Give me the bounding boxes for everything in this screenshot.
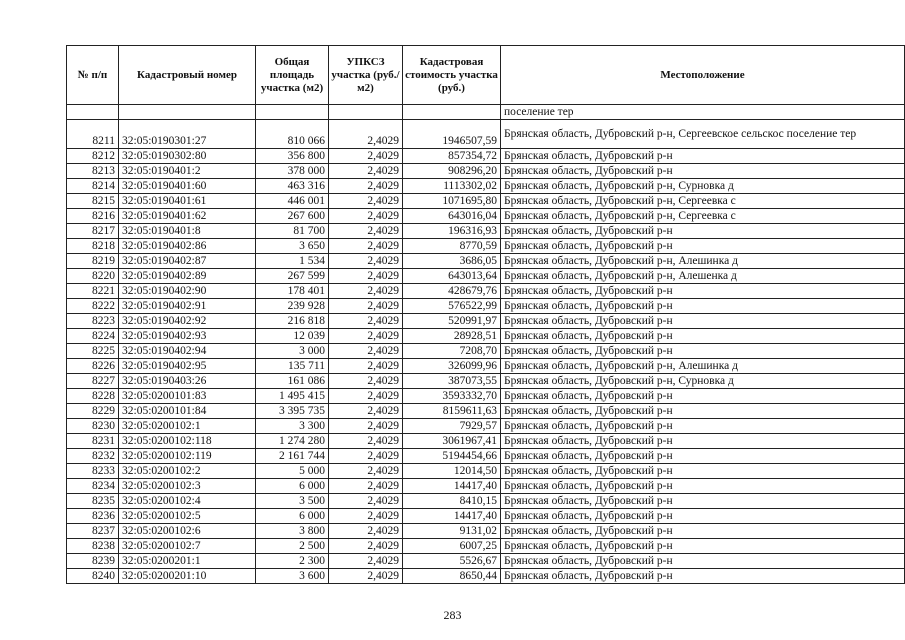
row-index: 8226 — [67, 359, 119, 374]
location-cell: Брянская область, Дубровский р-н — [501, 344, 905, 359]
row-index: 8230 — [67, 419, 119, 434]
cadastral-number-cell: 32:05:0190402:91 — [119, 299, 256, 314]
upksz-cell: 2,4029 — [329, 179, 403, 194]
area-cell: 267 599 — [256, 269, 329, 284]
upksz-cell: 2,4029 — [329, 239, 403, 254]
cadastral-cost-cell: 387073,55 — [403, 374, 501, 389]
cadastral-number-cell: 32:05:0190402:90 — [119, 284, 256, 299]
upksz-cell: 2,4029 — [329, 329, 403, 344]
continuation-location: поселение тер — [501, 105, 905, 120]
cadastral-number-cell: 32:05:0200102:3 — [119, 479, 256, 494]
cadastral-number-cell: 32:05:0190402:86 — [119, 239, 256, 254]
row-index: 8224 — [67, 329, 119, 344]
upksz-cell: 2,4029 — [329, 120, 403, 149]
cadastral-cost-cell: 5526,67 — [403, 554, 501, 569]
area-cell: 267 600 — [256, 209, 329, 224]
location-cell: Брянская область, Дубровский р-н, Сергеевка с — [501, 209, 905, 224]
area-cell: 463 316 — [256, 179, 329, 194]
table-row — [67, 404, 905, 419]
row-index: 8216 — [67, 209, 119, 224]
area-cell: 356 800 — [256, 149, 329, 164]
location-cell: Брянская область, Дубровский р-н — [501, 404, 905, 419]
header-area: Общая площадь участка (м2) — [256, 46, 329, 105]
area-cell: 216 818 — [256, 314, 329, 329]
table-row — [67, 554, 905, 569]
cadastral-number-cell: 32:05:0200101:83 — [119, 389, 256, 404]
upksz-cell: 2,4029 — [329, 224, 403, 239]
cadastral-number-cell: 32:05:0190401:61 — [119, 194, 256, 209]
cadastral-cost-cell: 196316,93 — [403, 224, 501, 239]
cadastral-cost-cell: 3061967,41 — [403, 434, 501, 449]
area-cell: 2 500 — [256, 539, 329, 554]
area-cell: 12 039 — [256, 329, 329, 344]
table-row — [67, 539, 905, 554]
table-row — [67, 299, 905, 314]
cadastral-number-cell: 32:05:0200101:84 — [119, 404, 256, 419]
cadastral-cost-cell: 1946507,59 — [403, 120, 501, 149]
header-index: № п/п — [67, 46, 119, 105]
table-row — [67, 494, 905, 509]
row-index: 8218 — [67, 239, 119, 254]
upksz-cell: 2,4029 — [329, 539, 403, 554]
table-row — [67, 479, 905, 494]
cadastral-number-cell: 32:05:0190403:26 — [119, 374, 256, 389]
row-index: 8229 — [67, 404, 119, 419]
location-cell: Брянская область, Дубровский р-н — [501, 419, 905, 434]
cadastral-cost-cell: 1071695,80 — [403, 194, 501, 209]
table-row — [67, 254, 905, 269]
upksz-cell: 2,4029 — [329, 194, 403, 209]
table-row — [67, 524, 905, 539]
upksz-cell: 2,4029 — [329, 524, 403, 539]
row-index: 8214 — [67, 179, 119, 194]
row-index: 8233 — [67, 464, 119, 479]
table-row — [67, 329, 905, 344]
cadastral-number-cell: 32:05:0200201:1 — [119, 554, 256, 569]
table-row — [67, 464, 905, 479]
upksz-cell: 2,4029 — [329, 434, 403, 449]
area-cell: 2 161 744 — [256, 449, 329, 464]
location-cell: Брянская область, Дубровский р-н, Сурновка д — [501, 179, 905, 194]
table-row — [67, 269, 905, 284]
upksz-cell: 2,4029 — [329, 164, 403, 179]
upksz-cell: 2,4029 — [329, 149, 403, 164]
table-row — [67, 224, 905, 239]
cadastral-cost-cell: 14417,40 — [403, 509, 501, 524]
upksz-cell: 2,4029 — [329, 284, 403, 299]
location-cell: Брянская область, Дубровский р-н — [501, 539, 905, 554]
table-row — [67, 374, 905, 389]
location-cell: Брянская область, Дубровский р-н — [501, 494, 905, 509]
cadastral-number-cell: 32:05:0190401:62 — [119, 209, 256, 224]
area-cell: 3 300 — [256, 419, 329, 434]
table-row — [67, 419, 905, 434]
location-cell: Брянская область, Дубровский р-н, Сергеевское сельскос поселение тер — [501, 120, 905, 149]
row-index: 8231 — [67, 434, 119, 449]
row-index: 8238 — [67, 539, 119, 554]
row-index: 8232 — [67, 449, 119, 464]
page-number: 283 — [443, 608, 462, 622]
cadastral-cost-cell: 8410,15 — [403, 494, 501, 509]
row-index: 8213 — [67, 164, 119, 179]
cadastral-number-cell: 32:05:0200102:4 — [119, 494, 256, 509]
cadastral-cost-cell: 9131,02 — [403, 524, 501, 539]
header-upksz: УПКСЗ участка (руб./м2) — [329, 46, 403, 105]
cadastral-cost-cell: 14417,40 — [403, 479, 501, 494]
area-cell: 3 800 — [256, 524, 329, 539]
location-cell: Брянская область, Дубровский р-н — [501, 329, 905, 344]
upksz-cell: 2,4029 — [329, 449, 403, 464]
area-cell: 239 928 — [256, 299, 329, 314]
area-cell: 161 086 — [256, 374, 329, 389]
location-cell: Брянская область, Дубровский р-н — [501, 449, 905, 464]
row-index: 8211 — [67, 120, 119, 149]
table-row — [67, 344, 905, 359]
upksz-cell: 2,4029 — [329, 404, 403, 419]
table-header-row — [67, 46, 905, 105]
cadastral-number-cell: 32:05:0200102:119 — [119, 449, 256, 464]
upksz-cell: 2,4029 — [329, 389, 403, 404]
table-row — [67, 449, 905, 464]
cadastral-number-cell: 32:05:0190402:94 — [119, 344, 256, 359]
upksz-cell: 2,4029 — [329, 464, 403, 479]
area-cell: 1 495 415 — [256, 389, 329, 404]
table-row — [67, 284, 905, 299]
area-cell: 5 000 — [256, 464, 329, 479]
row-index: 8223 — [67, 314, 119, 329]
cadastral-number-cell: 32:05:0200102:2 — [119, 464, 256, 479]
cadastral-cost-cell: 8159611,63 — [403, 404, 501, 419]
table-row — [67, 179, 905, 194]
upksz-cell: 2,4029 — [329, 554, 403, 569]
area-cell: 3 000 — [256, 344, 329, 359]
location-cell: Брянская область, Дубровский р-н — [501, 569, 905, 584]
cadastral-number-cell: 32:05:0190402:89 — [119, 269, 256, 284]
upksz-cell: 2,4029 — [329, 254, 403, 269]
cadastral-number-cell: 32:05:0190301:27 — [119, 120, 256, 149]
location-cell: Брянская область, Дубровский р-н — [501, 239, 905, 254]
cadastral-cost-cell: 1113302,02 — [403, 179, 501, 194]
cadastral-number-cell: 32:05:0190401:60 — [119, 179, 256, 194]
cadastral-cost-cell: 5194454,66 — [403, 449, 501, 464]
upksz-cell: 2,4029 — [329, 269, 403, 284]
cadastral-number-cell: 32:05:0200102:6 — [119, 524, 256, 539]
location-cell: Брянская область, Дубровский р-н — [501, 554, 905, 569]
upksz-cell: 2,4029 — [329, 344, 403, 359]
upksz-cell: 2,4029 — [329, 509, 403, 524]
cadastral-table — [66, 45, 905, 584]
upksz-cell: 2,4029 — [329, 374, 403, 389]
upksz-cell: 2,4029 — [329, 419, 403, 434]
location-cell: Брянская область, Дубровский р-н — [501, 464, 905, 479]
location-cell: Брянская область, Дубровский р-н — [501, 314, 905, 329]
location-cell: Брянская область, Дубровский р-н — [501, 224, 905, 239]
row-index: 8220 — [67, 269, 119, 284]
table-row — [67, 314, 905, 329]
cadastral-number-cell: 32:05:0190402:93 — [119, 329, 256, 344]
upksz-cell: 2,4029 — [329, 209, 403, 224]
row-index: 8222 — [67, 299, 119, 314]
area-cell: 378 000 — [256, 164, 329, 179]
area-cell: 1 274 280 — [256, 434, 329, 449]
cadastral-cost-cell: 428679,76 — [403, 284, 501, 299]
location-cell: Брянская область, Дубровский р-н — [501, 434, 905, 449]
location-cell: Брянская область, Дубровский р-н, Сурновка д — [501, 374, 905, 389]
table-row — [67, 434, 905, 449]
table-row — [67, 149, 905, 164]
location-cell: Брянская область, Дубровский р-н, Сергеевка с — [501, 194, 905, 209]
cadastral-cost-cell: 12014,50 — [403, 464, 501, 479]
cadastral-number-cell: 32:05:0190402:87 — [119, 254, 256, 269]
table-row — [67, 239, 905, 254]
cadastral-number-cell: 32:05:0200201:10 — [119, 569, 256, 584]
location-cell: Брянская область, Дубровский р-н, Алешинка д — [501, 359, 905, 374]
cadastral-number-cell: 32:05:0200102:1 — [119, 419, 256, 434]
cadastral-number-cell: 32:05:0190401:2 — [119, 164, 256, 179]
cadastral-cost-cell: 6007,25 — [403, 539, 501, 554]
cadastral-number-cell: 32:05:0190401:8 — [119, 224, 256, 239]
location-cell: Брянская область, Дубровский р-н — [501, 284, 905, 299]
upksz-cell: 2,4029 — [329, 299, 403, 314]
row-index: 8227 — [67, 374, 119, 389]
location-cell: Брянская область, Дубровский р-н — [501, 149, 905, 164]
table-row — [67, 359, 905, 374]
table-row — [67, 389, 905, 404]
location-cell: Брянская область, Дубровский р-н — [501, 509, 905, 524]
cadastral-cost-cell: 857354,72 — [403, 149, 501, 164]
cadastral-cost-cell: 7208,70 — [403, 344, 501, 359]
cadastral-number-cell: 32:05:0200102:7 — [119, 539, 256, 554]
location-cell: Брянская область, Дубровский р-н — [501, 479, 905, 494]
location-cell: Брянская область, Дубровский р-н — [501, 164, 905, 179]
area-cell: 81 700 — [256, 224, 329, 239]
row-index: 8237 — [67, 524, 119, 539]
table-row — [67, 209, 905, 224]
area-cell: 3 650 — [256, 239, 329, 254]
cadastral-number-cell: 32:05:0190402:95 — [119, 359, 256, 374]
header-location: Местоположение — [501, 46, 905, 105]
row-index: 8228 — [67, 389, 119, 404]
upksz-cell: 2,4029 — [329, 359, 403, 374]
cadastral-number-cell: 32:05:0190402:92 — [119, 314, 256, 329]
cadastral-cost-cell: 520991,97 — [403, 314, 501, 329]
area-cell: 6 000 — [256, 509, 329, 524]
row-index: 8234 — [67, 479, 119, 494]
cadastral-cost-cell: 576522,99 — [403, 299, 501, 314]
location-cell: Брянская область, Дубровский р-н — [501, 524, 905, 539]
cadastral-cost-cell: 643016,04 — [403, 209, 501, 224]
cadastral-cost-cell: 7929,57 — [403, 419, 501, 434]
area-cell: 6 000 — [256, 479, 329, 494]
area-cell: 810 066 — [256, 120, 329, 149]
row-index: 8239 — [67, 554, 119, 569]
cadastral-cost-cell: 8650,44 — [403, 569, 501, 584]
table-row — [67, 509, 905, 524]
location-cell: Брянская область, Дубровский р-н, Алешенка д — [501, 269, 905, 284]
row-index: 8236 — [67, 509, 119, 524]
continuation-row — [67, 105, 905, 120]
row-index: 8217 — [67, 224, 119, 239]
location-cell: Брянская область, Дубровский р-н — [501, 389, 905, 404]
area-cell: 446 001 — [256, 194, 329, 209]
upksz-cell: 2,4029 — [329, 479, 403, 494]
area-cell: 2 300 — [256, 554, 329, 569]
row-index: 8221 — [67, 284, 119, 299]
cadastral-cost-cell: 3593332,70 — [403, 389, 501, 404]
upksz-cell: 2,4029 — [329, 314, 403, 329]
upksz-cell: 2,4029 — [329, 569, 403, 584]
location-cell: Брянская область, Дубровский р-н, Алешинка д — [501, 254, 905, 269]
header-cadastral-cost: Кадастровая стоимость участка (руб.) — [403, 46, 501, 105]
table-row — [67, 164, 905, 179]
area-cell: 3 500 — [256, 494, 329, 509]
cadastral-cost-cell: 326099,96 — [403, 359, 501, 374]
row-index: 8219 — [67, 254, 119, 269]
table-row — [67, 194, 905, 209]
table-row — [67, 569, 905, 584]
cadastral-cost-cell: 908296,20 — [403, 164, 501, 179]
upksz-cell: 2,4029 — [329, 494, 403, 509]
cadastral-cost-cell: 28928,51 — [403, 329, 501, 344]
header-cadastral-number: Кадастровый номер — [119, 46, 256, 105]
location-cell: Брянская область, Дубровский р-н — [501, 299, 905, 314]
row-index: 8235 — [67, 494, 119, 509]
area-cell: 3 600 — [256, 569, 329, 584]
area-cell: 135 711 — [256, 359, 329, 374]
row-index: 8240 — [67, 569, 119, 584]
cadastral-number-cell: 32:05:0200102:5 — [119, 509, 256, 524]
cadastral-cost-cell: 3686,05 — [403, 254, 501, 269]
cadastral-cost-cell: 8770,59 — [403, 239, 501, 254]
cadastral-cost-cell: 643013,64 — [403, 269, 501, 284]
row-index: 8225 — [67, 344, 119, 359]
area-cell: 3 395 735 — [256, 404, 329, 419]
area-cell: 178 401 — [256, 284, 329, 299]
row-index: 8212 — [67, 149, 119, 164]
table-row — [67, 120, 905, 149]
row-index: 8215 — [67, 194, 119, 209]
cadastral-number-cell: 32:05:0200102:118 — [119, 434, 256, 449]
cadastral-number-cell: 32:05:0190302:80 — [119, 149, 256, 164]
area-cell: 1 534 — [256, 254, 329, 269]
